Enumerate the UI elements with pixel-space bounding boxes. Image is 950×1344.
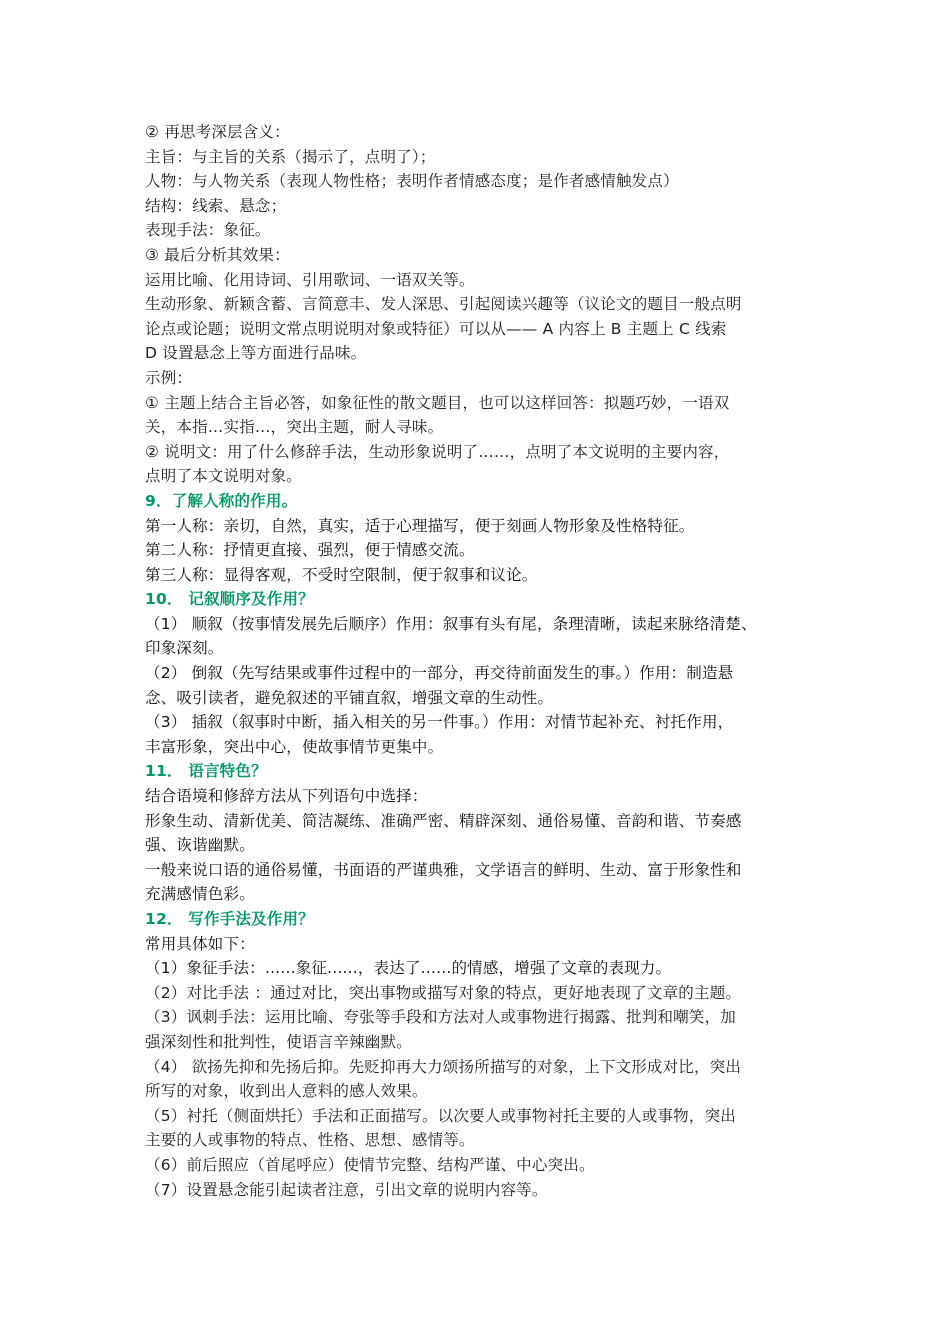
text-line: ② 再思考深层含义： — [145, 123, 290, 141]
document-page — [145, 120, 825, 1202]
text-line: 第一人称：亲切，自然，真实，适于心理描写，便于刻画人物形象及性格特征。 — [145, 516, 695, 535]
text-line: ② 说明文：用了什么修辞手法，生动形象说明了……，点明了本文说明的主要内容， — [145, 442, 730, 461]
text-line: ③ 最后分析其效果： — [145, 245, 290, 264]
text-line: 一般来说口语的通俗易懂，书面语的严谨典雅，文学语言的鲜明、生动、富于形象性和 — [145, 860, 742, 879]
text-line: 示例： — [145, 368, 193, 387]
text-line: （7）设置悬念能引起读者注意，引出文章的说明内容等。 — [145, 1180, 548, 1199]
text-line: 生动形象、新颖含蓄、言简意丰、发人深思、引起阅读兴趣等（议论文的题目一般点明 — [145, 295, 742, 314]
text-line: （4） 欲扬先抑和先扬后抑。先贬抑再大力颂扬所描写的对象，上下文形成对比，突出 — [145, 1057, 742, 1076]
text-line: 所写的对象，收到出人意料的感人效果。 — [145, 1082, 428, 1101]
text-line: 运用比喻、化用诗词、引用歌词、一语双关等。 — [145, 270, 475, 289]
text-line: 第三人称：显得客观，不受时空限制，便于叙事和议论。 — [145, 565, 538, 584]
text-line: （1） 顺叙（按事情发展先后顺序）作用：叙事有头有尾，条理清晰，读起来脉络清楚、 — [145, 614, 757, 633]
text-line: D 设置悬念上等方面进行品味。 — [145, 344, 367, 363]
text-line: 主要的人或事物的特点、性格、思想、感情等。 — [145, 1131, 475, 1150]
text-line: 形象生动、清新优美、简洁凝练、准确严密、精辟深刻、通俗易懂、音韵和谐、节奏感 — [145, 811, 742, 830]
text-line: 第二人称：抒情更直接、强烈，便于情感交流。 — [145, 541, 475, 560]
text-line: 强、诙谐幽默。 — [145, 836, 255, 855]
text-line: 充满感情色彩。 — [145, 885, 255, 904]
section-heading: 12． 写作手法及作用？ — [145, 910, 314, 928]
text-line: 强深刻性和批判性，使语言辛辣幽默。 — [145, 1032, 412, 1051]
text-line: 人物：与人物关系（表现人物性格；表明作者情感态度；是作者感情触发点） — [145, 172, 679, 191]
text-line: ① 主题上结合主旨必答，如象征性的散文题目，也可以这样回答：拟题巧妙，一语双 — [145, 393, 730, 412]
section-heading: 10． 记叙顺序及作用？ — [145, 590, 314, 609]
section-heading: 11． 语言特色？ — [145, 762, 267, 781]
text-line: 念、吸引读者，避免叙述的平铺直叙，增强文章的生动性。 — [145, 688, 554, 707]
text-line: 丰富形象，突出中心，使故事情节更集中。 — [145, 737, 444, 756]
text-line: （2）对比手法 ：通过对比，突出事物或描写对象的特点，更好地表现了文章的主题。 — [145, 983, 742, 1002]
text-line: 结构：线索、悬念； — [145, 196, 287, 215]
text-line: 论点或论题；说明文常点明说明对象或特征）可以从—— A 内容上 B 主题上 C 线索 — [145, 319, 727, 338]
text-line: 印象深刻。 — [145, 639, 224, 658]
text-line: （2） 倒叙（先写结果或事件过程中的一部分，再交待前面发生的事。）作用：制造悬 — [145, 664, 734, 683]
text-line: 常用具体如下： — [145, 934, 255, 953]
text-line: 结合语境和修辞方法从下列语句中选择： — [145, 787, 428, 806]
section-heading: 9．了解人称的作用。 — [145, 491, 298, 510]
text-line: （6）前后照应（首尾呼应）使情节完整、结构严谨、中心突出。 — [145, 1155, 595, 1174]
text-line: （3） 插叙（叙事时中断，插入相关的另一件事。）作用：对情节起补充、衬托作用， — [145, 713, 734, 732]
text-line: 关，本指…实指…，突出主题，耐人寻味。 — [145, 418, 444, 437]
text-line: （3）讽刺手法：运用比喻、夸张等手段和方法对人或事物进行揭露、批判和嘲笑，加 — [145, 1008, 736, 1027]
text-line: 主旨：与主旨的关系（揭示了，点明了）； — [145, 147, 436, 166]
text-line: （5）衬托（侧面烘托）手法和正面描写。以次要人或事物衬托主要的人或事物，突出 — [145, 1106, 736, 1125]
text-line: （1）象征手法：......象征......，表达了......的情感，增强了文章的表现力。 — [145, 959, 672, 978]
text-line: 表现手法：象征。 — [145, 221, 271, 240]
text-line: 点明了本文说明对象。 — [145, 467, 303, 486]
